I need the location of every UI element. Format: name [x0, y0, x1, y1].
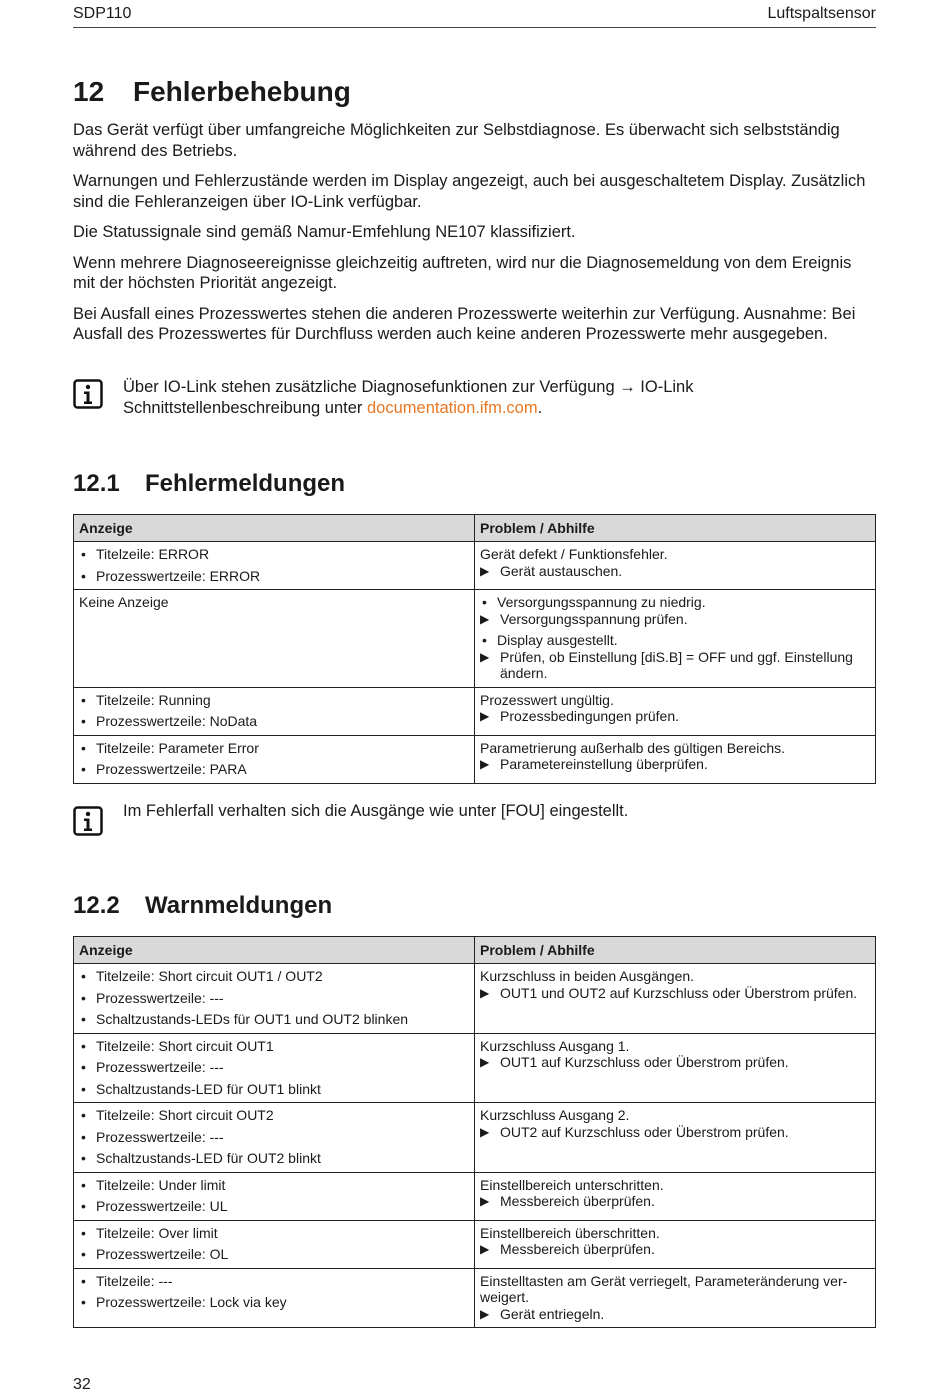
- display-cell: [74, 542, 475, 590]
- remedy-cell: [475, 964, 876, 1034]
- table-row: [74, 1172, 876, 1220]
- column-header: Problem / Abhilfe: [475, 515, 876, 542]
- page-number: 32: [73, 1376, 91, 1393]
- display-list: [79, 968, 469, 1028]
- display-cell: [74, 735, 475, 783]
- table-row: [74, 1033, 876, 1103]
- display-list: [79, 1177, 469, 1215]
- intro-paragraph: Das Gerät verfügt über umfangreiche Möglichkeiten zur Selbstdiagnose. Es überwacht sich selbstständig während des Betriebs.: [73, 121, 840, 160]
- problem-text: Kurzschluss Ausgang 2.: [480, 1107, 630, 1123]
- remedy-cell: [475, 1103, 876, 1173]
- table-row: [74, 687, 876, 735]
- remedy-cell: [475, 542, 876, 590]
- remedy-cell: [475, 1268, 876, 1328]
- action-text: ▶ Messbereich überprüfen.: [480, 1241, 870, 1258]
- remedy-cell: [475, 687, 876, 735]
- problem-list: [480, 632, 870, 649]
- display-item: • Prozesswertzeile: ERROR: [79, 568, 469, 585]
- display-item: • Prozesswertzeile: PARA: [79, 761, 469, 778]
- action-text: ▶ Prozessbedingungen prüfen.: [480, 708, 870, 725]
- display-list: [79, 692, 469, 730]
- action-text: ▶ Gerät austauschen.: [480, 563, 870, 580]
- info-note-io-link: [73, 377, 873, 422]
- remedy-cell: [475, 590, 876, 688]
- display-item: • Titelzeile: Parameter Error: [79, 740, 469, 757]
- subsection-number: 12.2: [73, 892, 120, 919]
- display-cell: [74, 964, 475, 1034]
- remedy-group: [480, 968, 870, 1001]
- display-text: Keine Anzeige: [79, 594, 169, 610]
- display-list: [79, 1273, 469, 1311]
- table-row: [74, 1103, 876, 1173]
- section-title: Fehlerbehebung: [133, 76, 351, 107]
- remedy-group: [480, 740, 870, 773]
- action-text: ▶ OUT1 und OUT2 auf Kurzschluss oder Überstrom prüfen.: [480, 985, 870, 1002]
- remedy-cell: [475, 1033, 876, 1103]
- intro-text: [73, 120, 873, 355]
- table-row: [74, 1220, 876, 1268]
- remedy-group: [480, 692, 870, 725]
- info-note-text: Über IO-Link stehen zusätzliche Diagnosefunktionen zur Verfügung → IO-Link Schnittstellenbeschreibung unter documentation.ifm.com.: [123, 378, 694, 417]
- remedy-group: [480, 1038, 870, 1071]
- intro-paragraph: Warnungen und Fehlerzustände werden im Display angezeigt, auch bei ausgeschaltetem Display. Zusätzlich sind die Fehleranzeigen über IO-Link verfügbar.: [73, 172, 866, 211]
- remedy-group: [480, 1107, 870, 1140]
- info-note-fou: [73, 801, 873, 841]
- display-cell: [74, 1033, 475, 1103]
- problem-text: Einstelltasten am Gerät verriegelt, Parameteränderung ver-weigert.: [480, 1272, 848, 1305]
- warning-messages-table: [73, 936, 876, 1328]
- error-messages-table: [73, 514, 876, 784]
- subsection-number: 12.1: [73, 470, 120, 497]
- action-text: ▶ Parametereinstellung überprüfen.: [480, 756, 870, 773]
- display-cell: [74, 687, 475, 735]
- subsection-heading-warnings: [73, 892, 332, 920]
- display-item: • Titelzeile: Short circuit OUT2: [79, 1107, 469, 1124]
- section-heading: [73, 76, 351, 108]
- display-item: • Titelzeile: Over limit: [79, 1225, 469, 1242]
- problem-text: Kurzschluss in beiden Ausgängen.: [480, 968, 695, 984]
- remedy-group: [480, 632, 870, 682]
- problem-text: Gerät defekt / Funktionsfehler.: [480, 546, 668, 562]
- remedy-group: [480, 1177, 870, 1210]
- action-text: ▶ OUT2 auf Kurzschluss oder Überstrom prüfen.: [480, 1124, 870, 1141]
- table-row: [74, 1268, 876, 1328]
- document-title: Luftspaltsensor: [767, 5, 876, 22]
- remedy-group: [480, 1273, 870, 1323]
- display-cell: [74, 1268, 475, 1328]
- display-list: [79, 1225, 469, 1263]
- info-icon: [73, 379, 103, 409]
- display-cell: [74, 1103, 475, 1173]
- page-header: [73, 5, 876, 28]
- display-cell: [74, 1220, 475, 1268]
- section-number: 12: [73, 76, 105, 107]
- display-item: • Prozesswertzeile: Lock via key: [79, 1294, 469, 1311]
- info-icon: [73, 806, 103, 836]
- table-row: [74, 735, 876, 783]
- documentation-link[interactable]: documentation.ifm.com: [367, 398, 538, 417]
- display-item: • Prozesswertzeile: ---: [79, 1059, 469, 1076]
- intro-paragraph: Die Statussignale sind gemäß Namur-Emfehlung NE107 klassifiziert.: [73, 223, 576, 241]
- action-text: ▶ OUT1 auf Kurzschluss oder Überstrom prüfen.: [480, 1054, 870, 1071]
- problem-text: • Versorgungsspannung zu niedrig.: [480, 594, 870, 611]
- display-item: • Schaltzustands-LED für OUT2 blinkt: [79, 1150, 469, 1167]
- action-text: ▶ Versorgungsspannung prüfen.: [480, 611, 870, 628]
- display-item: • Titelzeile: ERROR: [79, 546, 469, 563]
- action-text: ▶ Gerät entriegeln.: [480, 1306, 870, 1323]
- display-item: • Schaltzustands-LEDs für OUT1 und OUT2 blinken: [79, 1011, 469, 1028]
- display-list: [79, 1038, 469, 1098]
- remedy-cell: [475, 1172, 876, 1220]
- subsection-title: Warnmeldungen: [145, 892, 333, 919]
- display-item: • Titelzeile: Running: [79, 692, 469, 709]
- info-note-text: Im Fehlerfall verhalten sich die Ausgänge wie unter [FOU] eingestellt.: [123, 802, 629, 820]
- remedy-cell: [475, 1220, 876, 1268]
- problem-text: Prozesswert ungültig.: [480, 691, 614, 708]
- display-cell: [74, 1172, 475, 1220]
- display-item: • Prozesswertzeile: UL: [79, 1198, 469, 1215]
- display-item: • Prozesswertzeile: ---: [79, 990, 469, 1007]
- subsection-title: Fehlermeldungen: [145, 470, 346, 497]
- display-item: • Titelzeile: Short circuit OUT1: [79, 1038, 469, 1055]
- remedy-cell: [475, 735, 876, 783]
- display-item: • Titelzeile: Short circuit OUT1 / OUT2: [79, 968, 469, 985]
- display-item: • Prozesswertzeile: ---: [79, 1129, 469, 1146]
- problem-text: • Display ausgestellt.: [480, 632, 870, 649]
- remedy-group: [480, 546, 870, 579]
- problem-text: Einstellbereich unterschritten.: [480, 1176, 664, 1193]
- problem-list: [480, 594, 870, 611]
- display-item: • Schaltzustands-LED für OUT1 blinkt: [79, 1081, 469, 1098]
- remedy-group: [480, 1225, 870, 1258]
- column-header: Anzeige: [74, 515, 475, 542]
- intro-paragraph: Bei Ausfall eines Prozesswertes stehen die anderen Prozesswerte weiterhin zur Verfügung. Ausnahme: Bei Ausfall des Prozesswertes für Durchfluss werden auch keine anderen Prozesswerte mehr ausgegeben.: [73, 304, 856, 343]
- problem-text: Parametrierung außerhalb des gültigen Bereichs.: [480, 739, 786, 756]
- display-item: • Prozesswertzeile: OL: [79, 1246, 469, 1263]
- column-header: Anzeige: [74, 937, 475, 964]
- display-list: [79, 740, 469, 778]
- problem-text: Kurzschluss Ausgang 1.: [480, 1037, 630, 1054]
- problem-text: Einstellbereich überschritten.: [480, 1224, 660, 1241]
- display-item: • Titelzeile: Under limit: [79, 1177, 469, 1194]
- product-name: SDP110: [73, 5, 132, 22]
- display-list: [79, 546, 469, 584]
- display-item: • Titelzeile: ---: [79, 1273, 469, 1290]
- remedy-group: [480, 594, 870, 627]
- table-row: [74, 590, 876, 688]
- action-text: ▶ Prüfen, ob Einstellung [diS.B] = OFF und ggf. Einstellung ändern.: [480, 649, 870, 682]
- intro-paragraph: Wenn mehrere Diagnoseereignisse gleichzeitig auftreten, wird nur die Diagnosemeldung von dem Ereignis mit der höchsten Priorität angezeigt.: [73, 253, 852, 292]
- display-cell: [74, 590, 475, 688]
- display-item: • Prozesswertzeile: NoData: [79, 713, 469, 730]
- table-row: [74, 542, 876, 590]
- display-list: [79, 1107, 469, 1167]
- table-row: [74, 964, 876, 1034]
- column-header: Problem / Abhilfe: [475, 937, 876, 964]
- action-text: ▶ Messbereich überprüfen.: [480, 1193, 870, 1210]
- subsection-heading-errors: [73, 470, 345, 498]
